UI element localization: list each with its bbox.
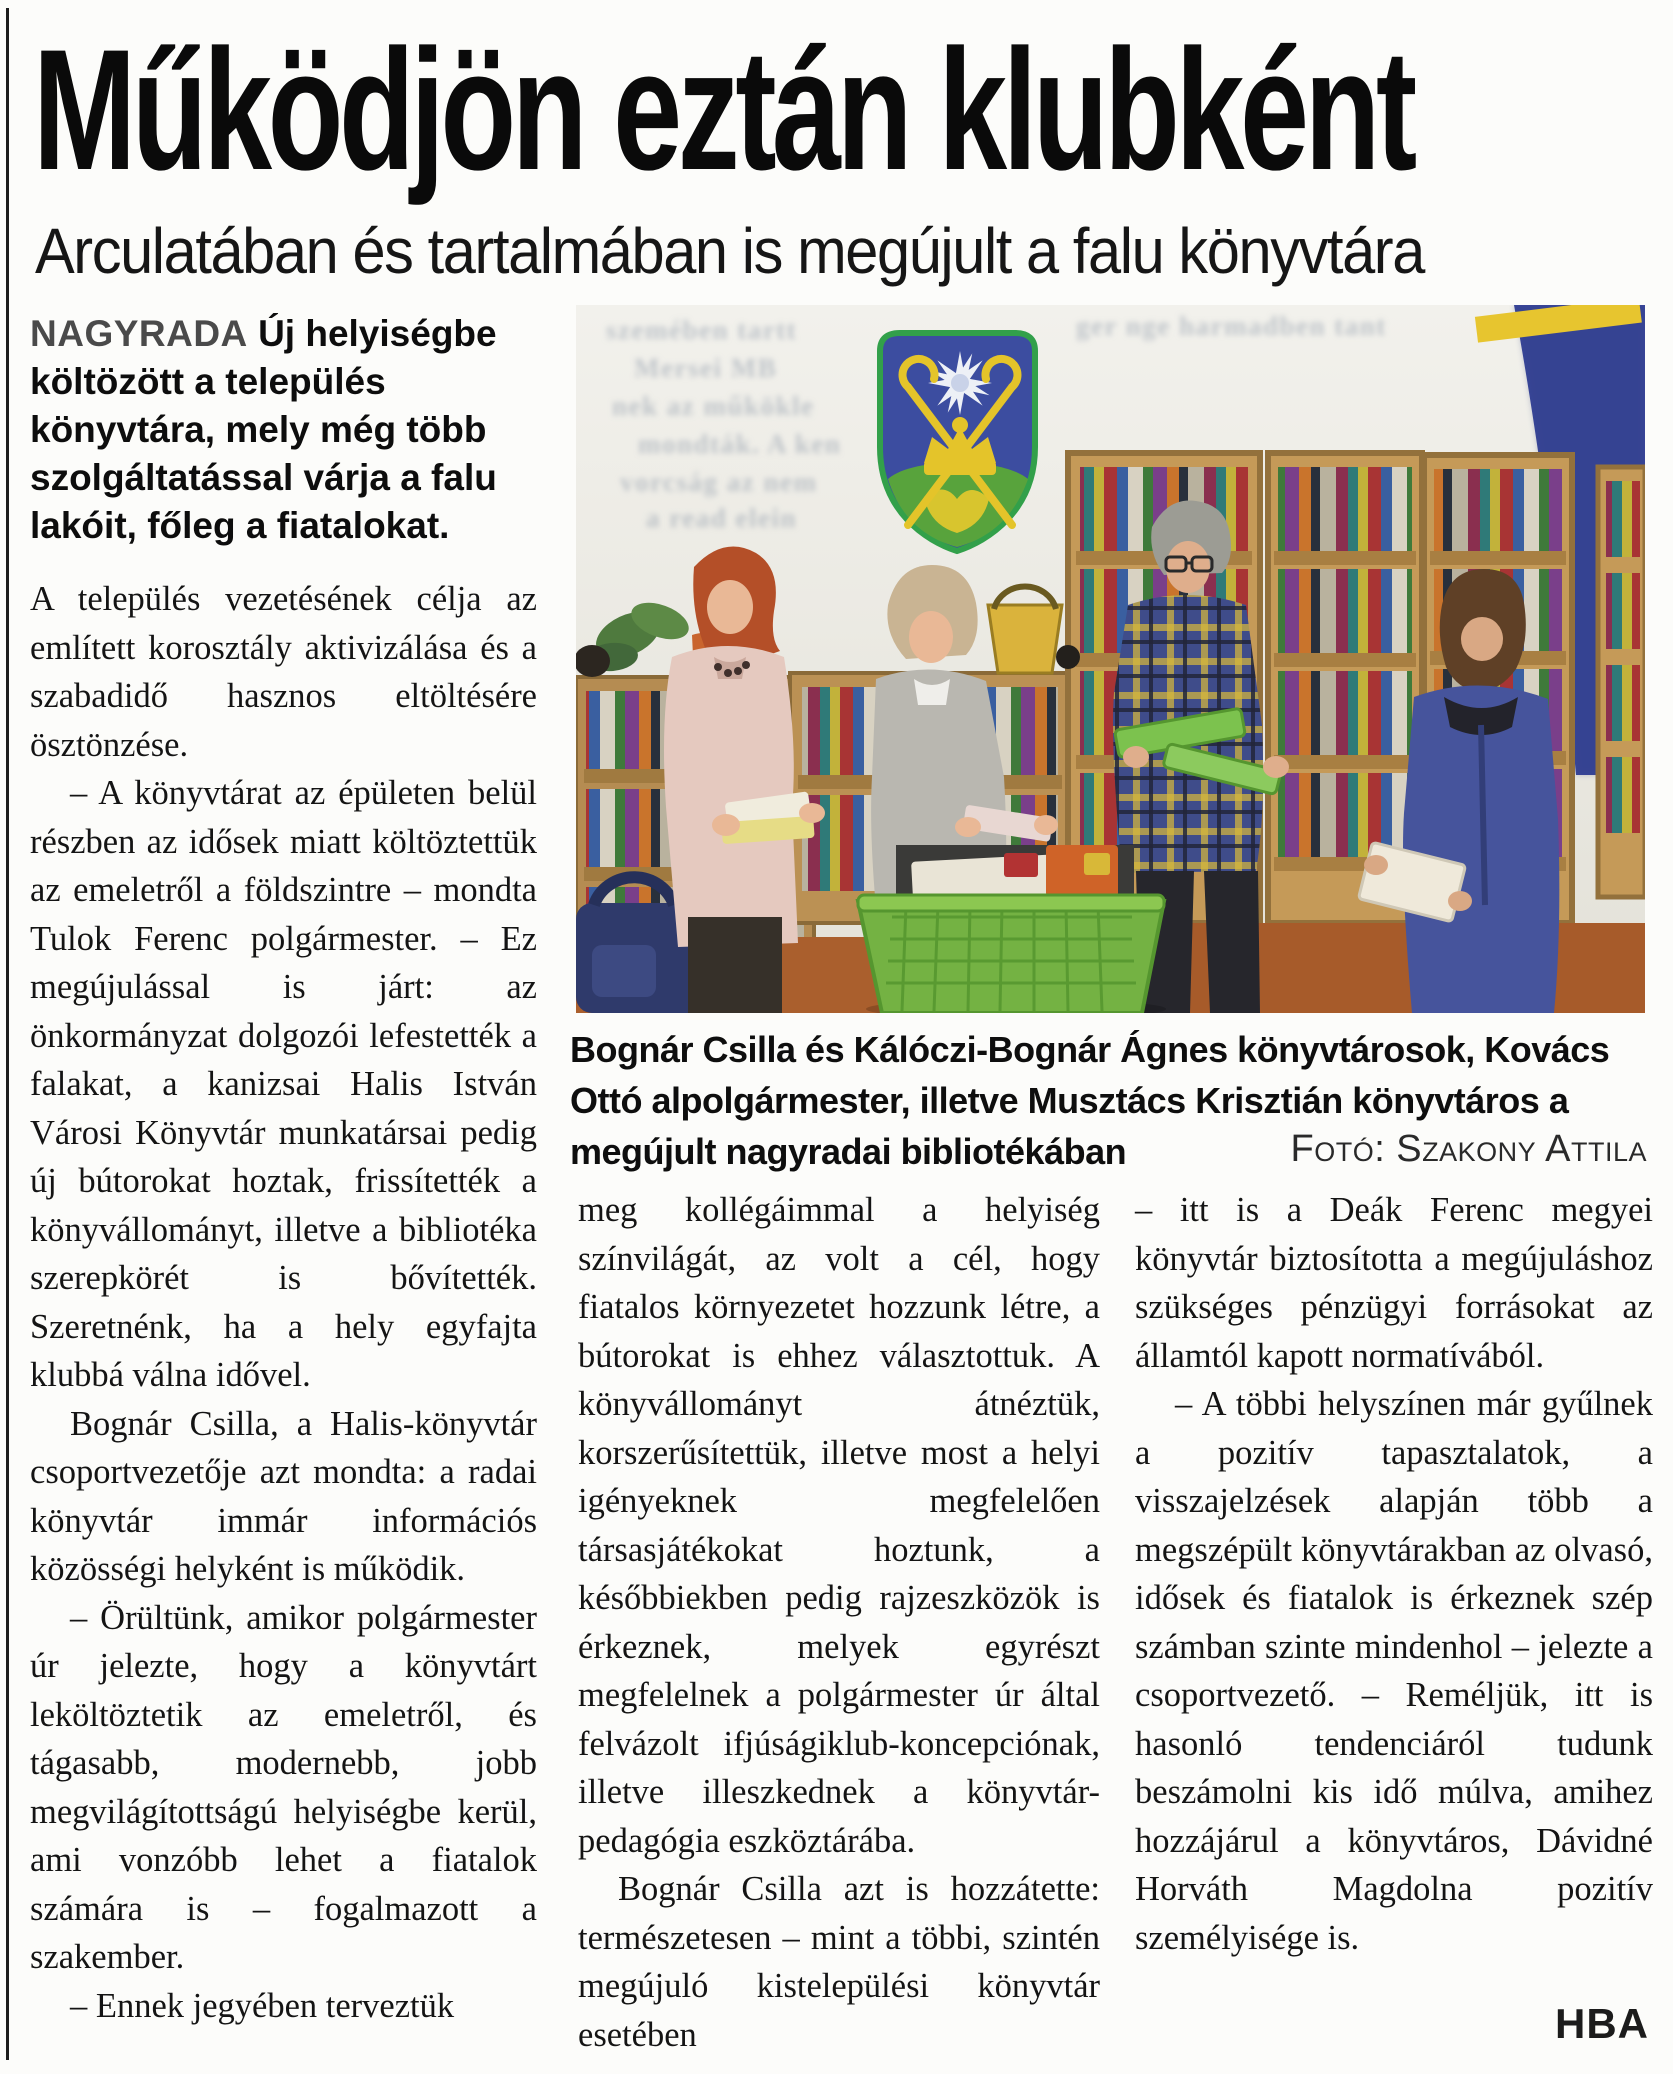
- author-signature: HBA: [1555, 1999, 1649, 2047]
- body-paragraph: – A többi helyszínen már gyűlnek a pozitív tapasztalatok, a visszajelzések alapján több a megszépült könyvtárakban az olvasó, idősek és fiatalok is érkeznek szép számban szinte mindenhol – jelezte a csoportvezető. – Reméljük, itt is hasonló tendenciáról tudunk beszámolni kis idő múlva, amihez hozzájárul a könyvtáros, Dávidné Horváth Magdolna pozitív személyisége is.: [1135, 1385, 1653, 1957]
- svg-text:szemében tartt: szemében tartt: [606, 315, 798, 345]
- svg-text:ger nge harmadben tant: ger nge harmadben tant: [1076, 311, 1387, 341]
- lead-text: Új helyiségbe költözött a település könyvtára, mely még több szolgáltatással várja a falu lakóit, főleg a fiatalokat.: [30, 313, 497, 546]
- photo-caption-text: Bognár Csilla és Kálóczi-Bognár Ágnes könyvtárosok, Kovács Ottó alpolgármester, illetve Musztács Krisztián könyvtáros a megújult nagyradai bibliotékában: [570, 1029, 1610, 1172]
- body-paragraph: A település vezetésének célja az említett korosztály aktivizálása és a szabadidő hasznos eltöltésére ösztönzése.: [30, 580, 537, 764]
- article-subheadline: Arculatában és tartalmában is megújult a falu könyvtára: [35, 215, 1424, 287]
- body-paragraph: Bognár Csilla, a Halis-könyvtár csoportvezetője azt mondta: a radai könyvtár immár információs közösségi helyként is működik.: [30, 1404, 537, 1588]
- bookshelf-right-sliver: [1598, 467, 1645, 897]
- svg-text:nek az műkökle: nek az műkökle: [612, 391, 815, 421]
- svg-text:Mersei MB: Mersei MB: [634, 353, 778, 383]
- body-column-3: [1135, 1186, 1653, 2074]
- column-rule-left: [6, 8, 9, 2060]
- green-crate: [858, 845, 1166, 1013]
- lead-paragraph: [30, 310, 498, 550]
- svg-text:a read elein: a read elein: [646, 503, 797, 533]
- svg-text:vorcság az nem: vorcság az nem: [620, 467, 818, 497]
- photo-credit: Fotó: Szakony Attila: [1290, 1128, 1647, 1170]
- body-paragraph: – Ennek jegyében terveztük: [70, 1986, 455, 2025]
- svg-text:mondták. A ken: mondták. A ken: [638, 429, 842, 459]
- body-paragraph: – Örültünk, amikor polgármester úr jelezte, hogy a könyvtárt leköltöztetik az emeletről, és tágasabb, modernebb, jobb megvilágítottságú helyiségbe kerül, ami vonzóbb lehet a fiatalok számára is – fogalmazott a szakember.: [30, 1598, 537, 1976]
- article-headline: Működjön eztán klubként: [33, 14, 1413, 206]
- body-paragraph: meg kollégáimmal a helyiség színvilágát, az volt a cél, hogy fiatalos környezetet hozzunk létre, a bútorokat is ehhez választottuk. A könyvállományt átnéztük, korszerűsítettük, illetve most a helyi igényeknek megfelelően társasjátékokat hoztunk, a későbbiekben pedig rajzeszközök is érkeznek, melyek egyrészt megfelelnek a polgármester úr által felvázolt ifjúságiklub-koncepciónak, illetve illeszkednek a könyvtár-pedagógia eszköztárába.: [578, 1191, 1100, 1860]
- body-column-2: [578, 1186, 1100, 2074]
- body-column-1: [30, 575, 537, 2074]
- body-column-3-text: [1135, 1186, 1653, 1962]
- body-paragraph: – itt is a Deák Ferenc megyei könyvtár biztosította a megújuláshoz szükséges pénzügyi forrásokat az államtól kapott normatívából.: [1135, 1191, 1653, 1375]
- library-photo: [576, 305, 1645, 1013]
- body-paragraph: – A könyvtárat az épületen belül részben az idősek miatt költöztettük az emeletről a földszintre – mondta Tulok Ferenc polgármester. – Ez megújulással is járt: az önkormányzat dolgozói lefestették a falakat, a kanizsai Halis István Városi Könyvtár munkatársai pedig új bútorokat hoztak, frissítették a könyvállományt, illetve a bibliotéka szerepkörét is bővítették. Szeretnénk, ha a hely egyfajta klubbá válna idővel.: [30, 774, 537, 1394]
- body-paragraph: Bognár Csilla azt is hozzátette: természetesen – mint a többi, szintén megújuló kistelepülési könyvtár esetében: [578, 1870, 1100, 2054]
- coat-of-arms: [880, 333, 1035, 551]
- photo-caption: [570, 1024, 1647, 1177]
- location-tag: NAGYRADA: [30, 313, 248, 354]
